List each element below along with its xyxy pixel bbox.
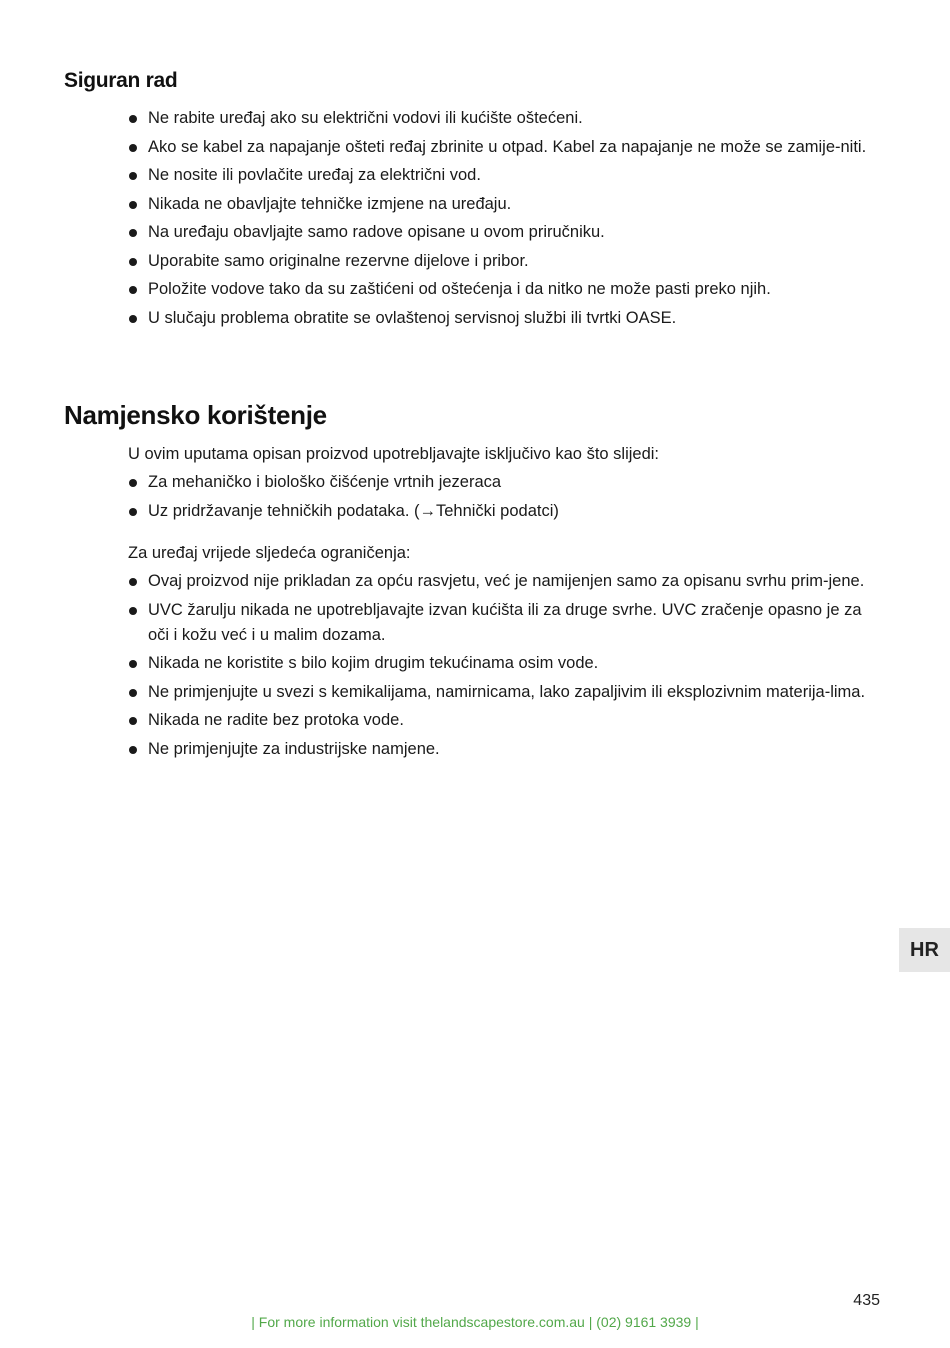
list-item: Ne nosite ili povlačite uređaj za električni vod. xyxy=(128,163,873,188)
limits-intro: Za uređaj vrijede sljedeća ograničenja: xyxy=(128,544,411,562)
footer-info: | For more information visit thelandscapestore.com.au | (02) 9161 3939 | xyxy=(251,1314,699,1330)
list-item: Nikada ne radite bez protoka vode. xyxy=(128,708,873,733)
list-item: Na uređaju obavljajte samo radove opisane u ovom priručniku. xyxy=(128,220,873,245)
list-item: U slučaju problema obratite se ovlaštenoj servisnoj službi ili tvrtki OASE. xyxy=(128,306,873,331)
list-item: Uz pridržavanje tehničkih podataka. (→Tehnički podatci) xyxy=(128,499,873,524)
intended-use-intro: U ovim uputama opisan proizvod upotrebljavajte isključivo kao što slijedi: xyxy=(128,445,660,463)
list-item: UVC žarulju nikada ne upotrebljavajte izvan kućišta ili za druge svrhe. UVC zračenje opasno je za oči i kožu već i u malim dozama. xyxy=(128,598,873,648)
intended-use-list xyxy=(128,470,873,527)
list-item: Položite vodove tako da su zaštićeni od oštećenja i da nitko ne može pasti preko njih. xyxy=(128,277,873,302)
list-item: Uporabite samo originalne rezervne dijelove i pribor. xyxy=(128,249,873,274)
list-item: Za mehaničko i biološko čišćenje vrtnih jezeraca xyxy=(128,470,873,495)
list-item: Ovaj proizvod nije prikladan za opću rasvjetu, već je namijenjen samo za opisanu svrhu prim-jene. xyxy=(128,569,873,594)
safe-operation-list xyxy=(128,106,873,334)
list-item: Ne primjenjujte za industrijske namjene. xyxy=(128,737,873,762)
section-heading-intended-use: Namjensko korištenje xyxy=(64,400,327,430)
limits-list xyxy=(128,569,873,765)
list-item: Ne rabite uređaj ako su električni vodovi ili kućište oštećeni. xyxy=(128,106,873,131)
list-item: Nikada ne obavljajte tehničke izmjene na uređaju. xyxy=(128,192,873,217)
list-item: Ne primjenjujte u svezi s kemikalijama, namirnicama, lako zapaljivim ili eksplozivnim materija-lima. xyxy=(128,680,873,705)
section-heading-safe-operation: Siguran rad xyxy=(64,69,178,92)
list-item: Ako se kabel za napajanje ošteti ređaj zbrinite u otpad. Kabel za napajanje ne može se zamije-niti. xyxy=(128,135,873,160)
page-number: 435 xyxy=(853,1292,880,1309)
language-tab: HR xyxy=(899,928,950,972)
list-item: Nikada ne koristite s bilo kojim drugim tekućinama osim vode. xyxy=(128,651,873,676)
